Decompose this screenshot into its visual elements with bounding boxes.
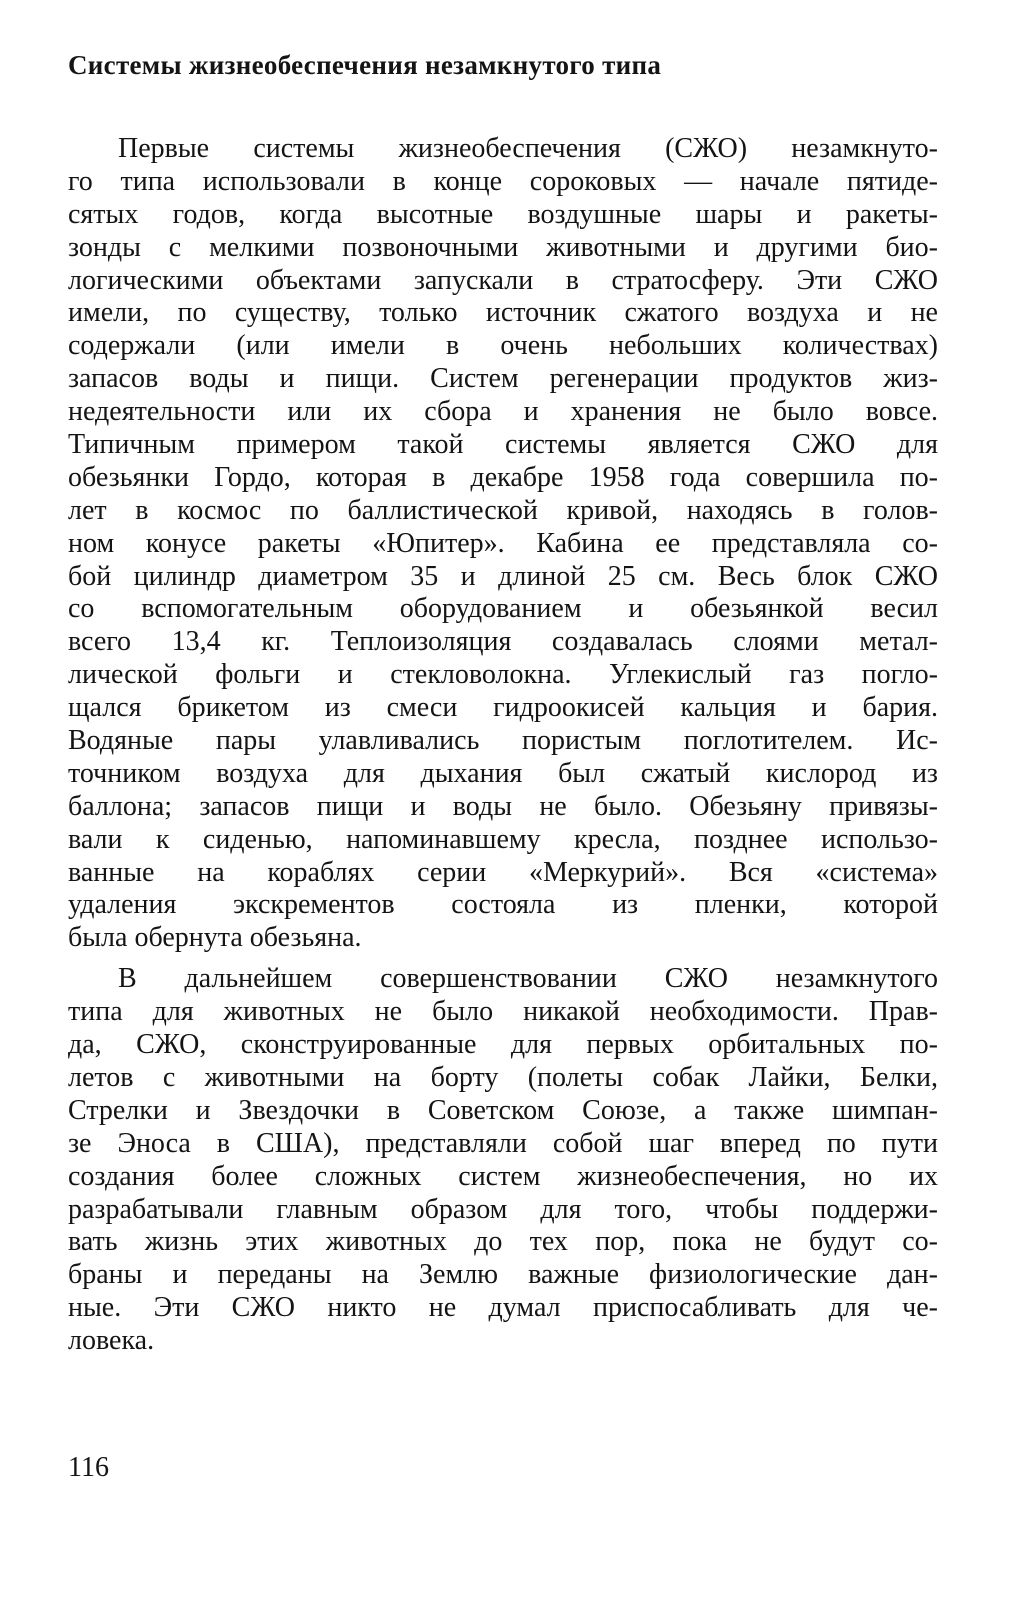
text-line: В дальнейшем совершенствовании СЖО незамкнутого bbox=[118, 963, 938, 995]
text-line: сятых годов, когда высотные воздушные шары и ракеты- bbox=[68, 198, 938, 230]
text-line: лической фольги и стекловолокна. Углекислый газ погло- bbox=[68, 659, 938, 691]
paragraph-gap bbox=[68, 955, 938, 963]
text-line: баллона; запасов пищи и воды не было. Обезьяну привязы- bbox=[68, 790, 938, 822]
text-line: го типа использовали в конце сороковых — начале пятиде- bbox=[68, 165, 938, 197]
text-line: удаления экскрементов состояла из пленки, которой bbox=[68, 889, 938, 921]
text-line: зонды с мелкими позвоночными животными и другими био- bbox=[68, 231, 938, 263]
text-line: бой цилиндр диаметром 35 и длиной 25 см. Весь блок СЖО bbox=[68, 560, 938, 592]
text-line: имели, по существу, только источник сжатого воздуха и не bbox=[68, 297, 938, 329]
text-line: да, СЖО, сконструированные для первых орбитальных по- bbox=[68, 1029, 938, 1061]
text-line: недеятельности или их сбора и хранения не было вовсе. bbox=[68, 396, 938, 428]
text-line: лет в космос по баллистической кривой, находясь в голов- bbox=[68, 494, 938, 526]
text-line: создания более сложных систем жизнеобеспечения, но их bbox=[68, 1160, 938, 1192]
text-line: Водяные пары улавливались пористым поглотителем. Ис- bbox=[68, 725, 938, 757]
text-line: содержали (или имели в очень небольших количествах) bbox=[68, 330, 938, 362]
text-line: была обернута обезьяна. bbox=[68, 922, 362, 954]
text-line: обезьянки Гордо, которая в декабре 1958 года совершила по- bbox=[68, 461, 938, 493]
body-text bbox=[68, 133, 938, 1358]
text-line: Типичным примером такой системы является СЖО для bbox=[68, 429, 938, 461]
text-line: браны и переданы на Землю важные физиологические дан- bbox=[68, 1259, 938, 1291]
section-title: Системы жизнеобеспечения незамкнутого типа bbox=[68, 50, 662, 80]
text-line: ванные на кораблях серии «Меркурий». Вся «система» bbox=[68, 856, 938, 888]
text-line: всего 13,4 кг. Теплоизоляция создавалась слоями метал- bbox=[68, 626, 938, 658]
text-line: ловека. bbox=[68, 1325, 155, 1357]
text-line: летов с животными на борту (полеты собак Лайки, Белки, bbox=[68, 1061, 938, 1093]
text-line: зе Эноса в США), представляли собой шаг вперед по пути bbox=[68, 1127, 938, 1159]
text-line: Стрелки и Звездочки в Советском Союзе, а также шимпан- bbox=[68, 1094, 938, 1126]
text-line: точником воздуха для дыхания был сжатый кислород из bbox=[68, 757, 938, 789]
text-line: ном конусе ракеты «Юпитер». Кабина ее представляла со- bbox=[68, 527, 938, 559]
text-line: типа для животных не было никакой необходимости. Прав- bbox=[68, 996, 938, 1028]
text-line: ные. Эти СЖО никто не думал приспосабливать для че- bbox=[68, 1292, 938, 1324]
text-line: Первые системы жизнеобеспечения (СЖО) незамкнуто- bbox=[118, 133, 938, 164]
text-line: вали к сиденью, напоминавшему кресла, позднее использо- bbox=[68, 823, 938, 855]
page-number: 116 bbox=[68, 1452, 109, 1483]
text-line: щался брикетом из смеси гидроокисей кальция и бария. bbox=[68, 692, 938, 724]
paragraph-2 bbox=[68, 963, 938, 1358]
text-line: запасов воды и пищи. Систем регенерации продуктов жиз- bbox=[68, 363, 938, 395]
text-line: со вспомогательным оборудованием и обезьянкой весил bbox=[68, 593, 938, 625]
paragraph-1 bbox=[68, 133, 938, 955]
text-line: логическими объектами запускали в стратосферу. Эти СЖО bbox=[68, 264, 938, 296]
text-line: вать жизнь этих животных до тех пор, пока не будут со- bbox=[68, 1226, 938, 1258]
text-line: разрабатывали главным образом для того, чтобы поддержи- bbox=[68, 1193, 938, 1225]
